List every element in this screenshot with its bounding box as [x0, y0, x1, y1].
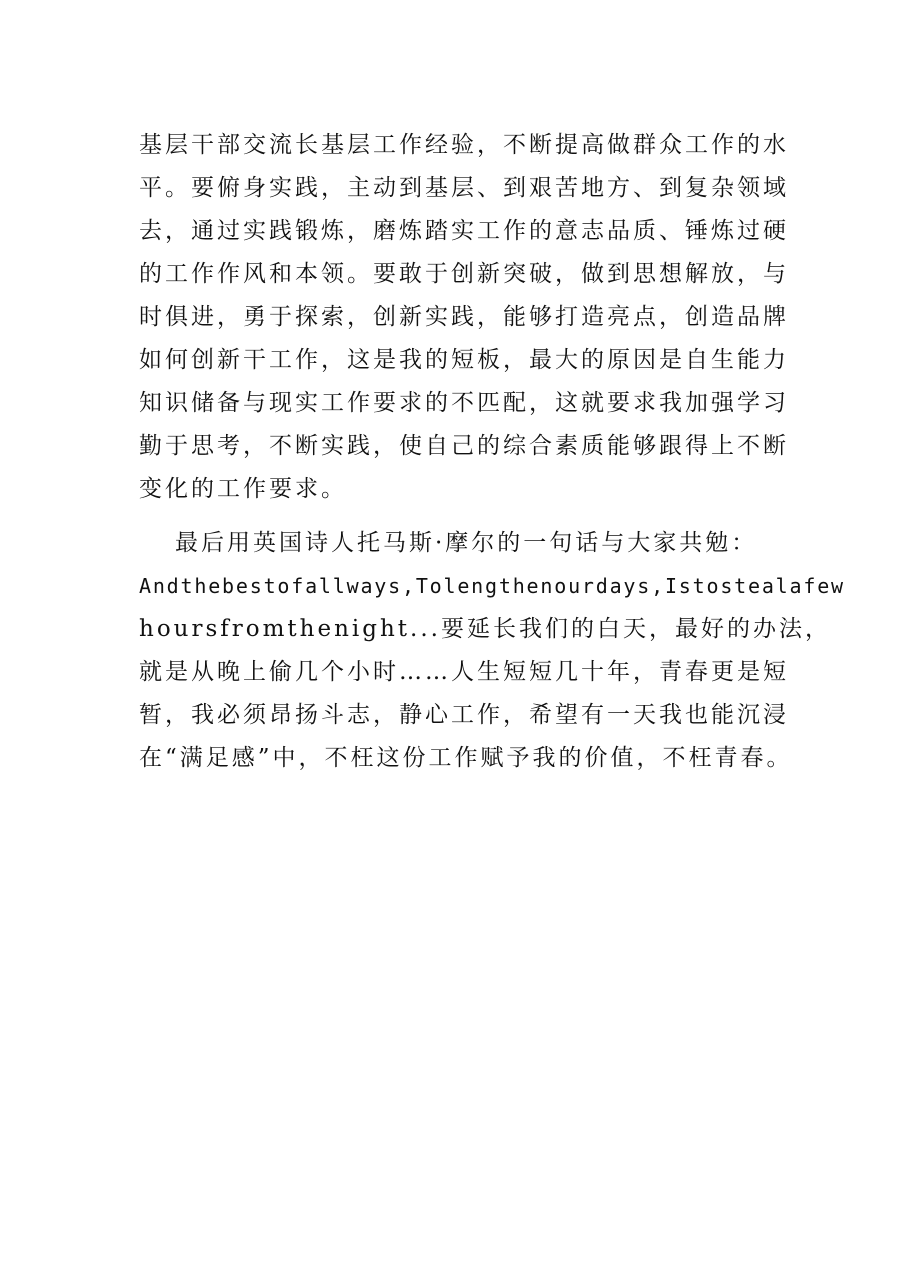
- paragraph-2-line: 最后用英国诗人托马斯·摩尔的一句话与大家共勉：: [175, 530, 758, 556]
- paragraph-2-line: hoursfromthenight...要延长我们的白天，最好的办法，: [139, 616, 831, 642]
- paragraph-2-line: 暂，我必须昂扬斗志，静心工作，希望有一天我也能沉浸: [139, 702, 789, 728]
- paragraph-1-line: 平。要俯身实践，主动到基层、到艰苦地方、到复杂领域: [139, 175, 789, 201]
- paragraph-1-line: 勤于思考，不断实践，使自己的综合素质能够跟得上不断: [139, 433, 789, 459]
- paragraph-2-english-quote-line: Andthebestofallways,Tolengthenourdays,Istostealafew: [139, 574, 845, 598]
- paragraph-1-line: 的工作作风和本领。要敢于创新突破，做到思想解放，与: [139, 261, 789, 287]
- paragraph-1: [139, 124, 789, 511]
- document-body: [139, 124, 845, 780]
- paragraph-1-line: 变化的工作要求。: [139, 476, 347, 502]
- paragraph-2-line: 就是从晚上偷几个小时……人生短短几十年，青春更是短: [139, 659, 789, 685]
- paragraph-spacer: [139, 511, 779, 522]
- paragraph-2-line: 在“满足感”中，不枉这份工作赋予我的价值，不枉青春。: [139, 745, 793, 771]
- paragraph-2: [139, 522, 845, 780]
- paragraph-1-line: 时俱进，勇于探索，创新实践，能够打造亮点，创造品牌: [139, 304, 789, 330]
- paragraph-1-line: 知识储备与现实工作要求的不匹配，这就要求我加强学习: [139, 390, 789, 416]
- paragraph-1-line: 如何创新干工作，这是我的短板，最大的原因是自生能力: [139, 347, 789, 373]
- paragraph-1-line: 基层干部交流长基层工作经验，不断提高做群众工作的水: [139, 132, 789, 158]
- paragraph-1-line: 去，通过实践锻炼，磨炼踏实工作的意志品质、锤炼过硬: [139, 218, 789, 244]
